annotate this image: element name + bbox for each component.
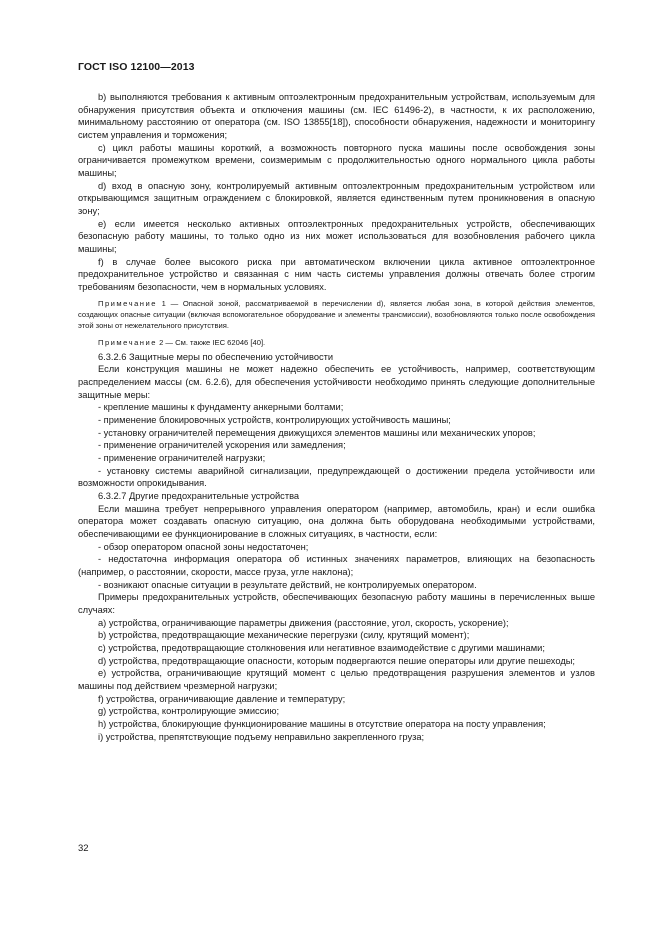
list-item: i) устройства, препятствующие подъему неправильно закрепленного груза; <box>98 731 425 742</box>
list-item: b) устройства, предотвращающие механические перегрузки (силу, крутящий момент); <box>98 630 470 641</box>
list-item: c) устройства, предотвращающие столкновения или негативное взаимодействие с другими машинами; <box>98 642 545 653</box>
section-6-3-2-7-title: 6.3.2.7 Другие предохранительные устройства <box>98 491 300 502</box>
list-item: - установку системы аварийной сигнализации, предупреждающей о достижении предела устойчивости или возможности опрокидывания. <box>78 465 595 489</box>
section-6-3-2-6-paragraph: Если конструкция машины не может надежно обеспечить ее устойчивость, например, соответствующим распределением массы (см. 6.2.6), для обеспечения устойчивости необходимо принять следующие дополнительные защитные меры: <box>78 364 595 400</box>
list-item: e) устройства, ограничивающие крутящий момент с целью предотвращения разрушения элементов и узлов машины под действием чрезмерной нагрузки; <box>78 668 595 691</box>
paragraph-f: f) в случае более высокого риска при автоматическом включении цикла активное оптоэлектронное предохранительное устройство и связанная с ним часть системы управления должны отвечать более строгим требованиям безопасности, чем в нормальных условиях. <box>78 256 595 292</box>
list-item: - применение блокировочных устройств, контролирующих устойчивость машины; <box>98 415 451 426</box>
note-1-text: 1 — Опасной зоной, рассматриваемой в перечислении d), является любая зона, в которой действия элементов, создающих опасные ситуации (включая вспомогательное оборудование и элементы трансмиссии), возобновляются только после освобождения этой зоны от нежелательного присутствия. <box>78 299 595 331</box>
paragraph-b: b) выполняются требования к активным оптоэлектронным предохранительным устройствам, используемым для обнаружения присутствия объекта и отключения машины (см. IEC 61496-2), в частности, к их расположению, минимальному расстоянию от оператора (см. ISO 13855[18]), способности обнаружения, надежности и мониторингу систем управления и торможения; <box>78 92 595 140</box>
page-number: 32 <box>78 843 89 854</box>
section-6-3-2-6-title: 6.3.2.6 Защитные меры по обеспечению устойчивости <box>98 351 334 362</box>
document-header: ГОСТ ISO 12100—2013 <box>78 61 195 73</box>
section-6-3-2-7-paragraph: Если машина требует непрерывного управления оператором (например, автомобиль, кран) и если ошибка оператора может создавать опасную ситуацию, она должна быть оборудована необходимыми устройствами, обеспечивающими ее функционирование в сложных ситуациях, в частности, если: <box>78 503 595 539</box>
list-item: d) устройства, предотвращающие опасности, которым подвергаются пешие операторы или другие пешеходы; <box>98 655 576 666</box>
note-2-text: 2 — См. также IEC 62046 [40]. <box>159 337 266 347</box>
note-1-label: Примечание <box>98 299 157 308</box>
note-2 <box>78 337 595 348</box>
list-item: - обзор оператором опасной зоны недостаточен; <box>98 541 309 552</box>
note-1 <box>78 298 595 332</box>
list-item: h) устройства, блокирующие функционирование машины в отсутствие оператора на посту управления; <box>98 718 546 729</box>
list-item: - крепление машины к фундаменту анкерными болтами; <box>98 402 344 413</box>
list-item: f) устройства, ограничивающие давление и температуру; <box>98 693 346 704</box>
list-item: - установку ограничителей перемещения движущихся элементов машины или механических упоров; <box>98 427 536 438</box>
list-item: g) устройства, контролирующие эмиссию; <box>98 706 280 717</box>
list-item: a) устройства, ограничивающие параметры движения (расстояние, угол, скорость, ускорение); <box>98 617 509 628</box>
note-2-label: Примечание <box>98 337 157 347</box>
list-item: - применение ограничителей ускорения или замедления; <box>98 440 346 451</box>
section-6-3-2-7-examples-intro: Примеры предохранительных устройств, обеспечивающих безопасную работу машины в перечисленных выше случаях: <box>78 592 595 615</box>
list-item: - применение ограничителей нагрузки; <box>98 453 266 464</box>
paragraph-c: c) цикл работы машины короткий, а возможность повторного пуска машины после освобождения зоны ограничивается промежутком времени, соизмеримым с продолжительностью одного нормального цикла работы машины; <box>78 142 595 178</box>
page-body <box>78 91 595 743</box>
list-item: - возникают опасные ситуации в результате действий, не контролируемых оператором. <box>98 579 477 590</box>
paragraph-d: d) вход в опасную зону, контролируемый активным оптоэлектронным предохранительным устройством или открывающимся защитным ограждением с блокировкой, является единственным путем проникновения в опасную зону; <box>78 180 595 216</box>
paragraph-e: e) если имеется несколько активных оптоэлектронных предохранительных устройств, обеспечивающих безопасную работу машины, то только одно из них может использоваться для возобновления рабочего цикла машины; <box>78 218 595 254</box>
list-item: - недостаточна информация оператора об истинных значениях параметров, влияющих на безопасность (например, о расстоянии, скорости, массе груза, угле наклона); <box>78 554 595 577</box>
